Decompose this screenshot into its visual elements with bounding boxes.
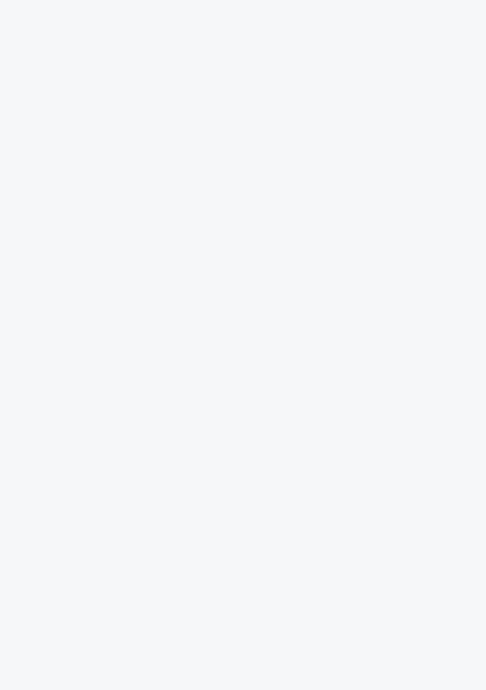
legend-item: [268, 55, 364, 65]
legend-item: [268, 74, 364, 84]
legend-item: [268, 65, 364, 75]
legend-list: [268, 36, 364, 123]
legend-item: [268, 46, 364, 56]
legend-item: [370, 16, 474, 26]
legend-item: [370, 26, 474, 36]
legend-item: [268, 114, 364, 124]
legend-item: [268, 92, 364, 102]
legend-list-right: [370, 16, 474, 35]
legend-item: [268, 36, 364, 46]
